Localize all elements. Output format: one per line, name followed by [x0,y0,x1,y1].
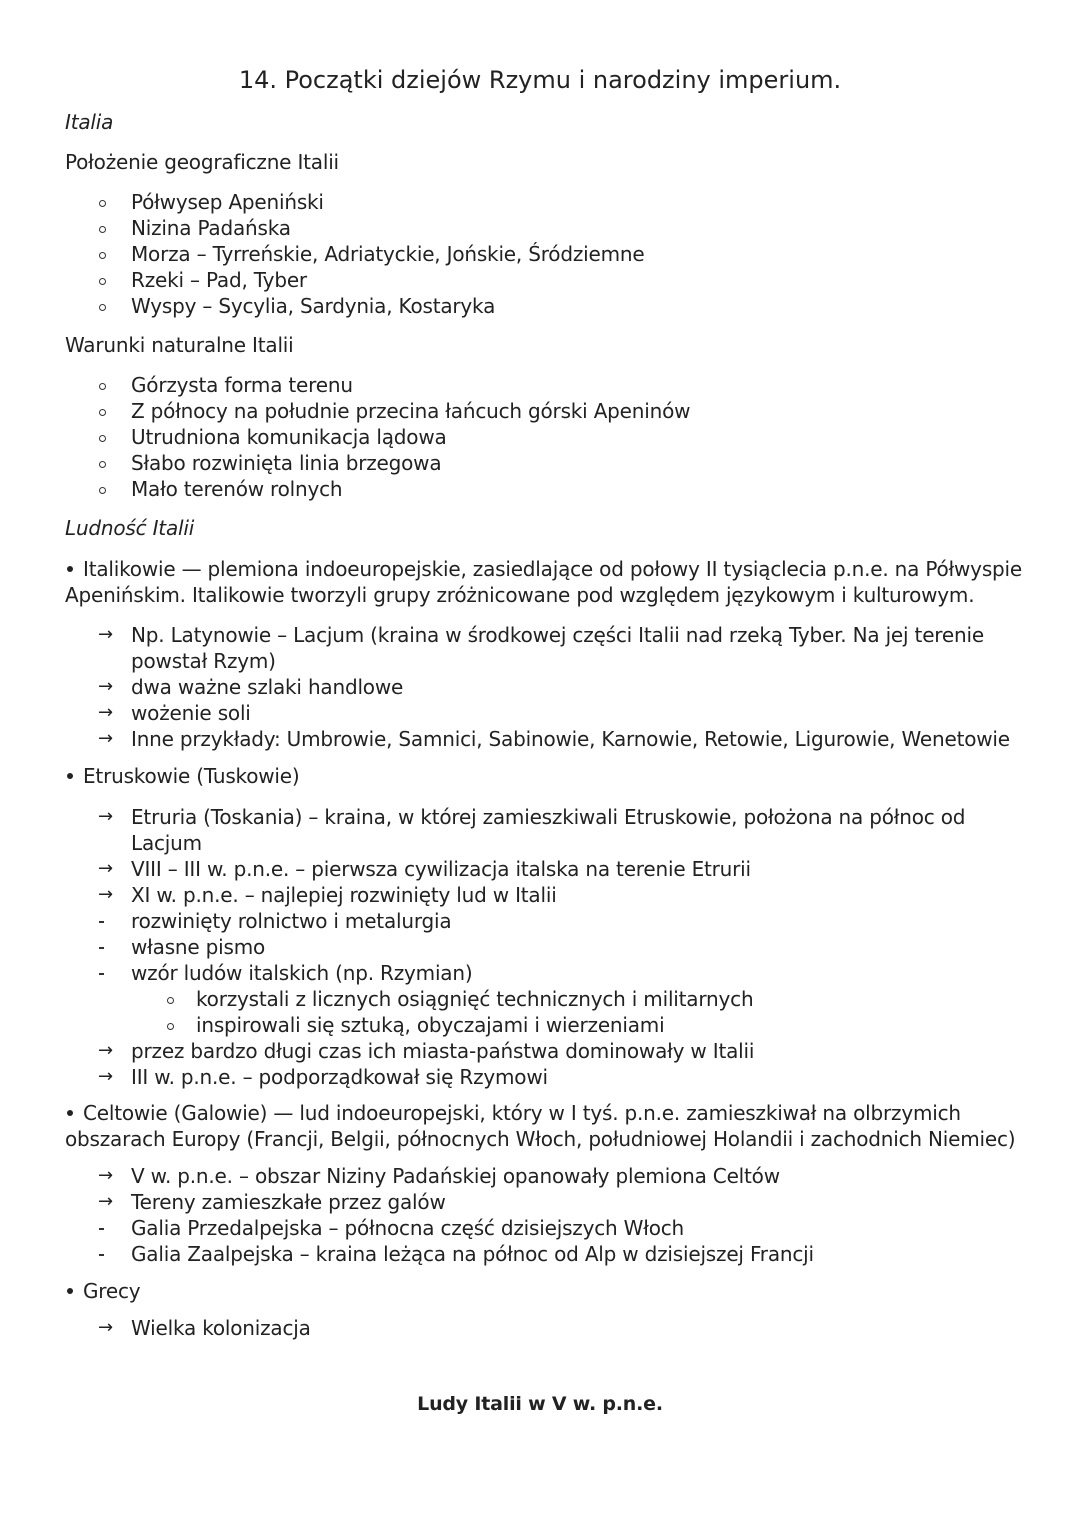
dash-bullet-icon [99,947,104,949]
etruskowie-heading: Etruskowie (Tuskowie) [83,764,300,788]
etruskowie-subitem: inspirowali się sztuką, obyczajami i wierzeniami [196,1013,665,1037]
arrow-right-icon: → [98,1191,113,1212]
nat-heading: Warunki naturalne Italii [65,333,294,357]
etruskowie-item: VIII – III w. p.n.e. – pierwsza cywilizacja italska na terenie Etrurii [131,857,751,881]
arrow-right-icon: → [98,676,113,697]
geo-heading: Położenie geograficzne Italii [65,150,339,174]
etruskowie-item: przez bardzo długi czas ich miasta-państwa dominowały w Italii [131,1039,755,1063]
circle-bullet-icon [167,997,174,1004]
bullet-dot-icon [67,566,73,572]
bullet-dot-icon [67,773,73,779]
circle-bullet-icon [99,487,106,494]
dash-bullet-icon [99,1228,104,1230]
celtowie-item: Galia Przedalpejska – północna część dzisiejszych Włoch [131,1216,685,1240]
italikowie-item: powstał Rzym) [131,649,276,673]
geo-item: Nizina Padańska [131,216,291,240]
arrow-right-icon: → [98,1317,113,1338]
circle-bullet-icon [99,226,106,233]
italikowie-text-line1: Italikowie — plemiona indoeuropejskie, zasiedlające od połowy II tysiąclecia p.n.e. na Półwyspie [83,557,1022,581]
nat-item: Słabo rozwinięta linia brzegowa [131,451,442,475]
circle-bullet-icon [99,435,106,442]
arrow-right-icon: → [98,884,113,905]
arrow-right-icon: → [98,728,113,749]
etruskowie-item: Lacjum [131,831,202,855]
celtowie-text-line2: obszarach Europy (Francji, Belgii, północnych Włoch, południowej Holandii i zachodnich Niemiec) [65,1127,1016,1151]
geo-item: Półwysep Apeniński [131,190,324,214]
circle-bullet-icon [99,409,106,416]
nat-item: Mało terenów rolnych [131,477,343,501]
celtowie-item: V w. p.n.e. – obszar Niziny Padańskiej opanowały plemiona Celtów [131,1164,780,1188]
etruskowie-subitem: korzystali z licznych osiągnięć technicznych i militarnych [196,987,754,1011]
italikowie-item: dwa ważne szlaki handlowe [131,675,404,699]
circle-bullet-icon [167,1023,174,1030]
figure-caption: Ludy Italii w V w. p.n.e. [417,1393,663,1415]
grecy-item: Wielka kolonizacja [131,1316,311,1340]
etruskowie-item: XI w. p.n.e. – najlepiej rozwinięty lud w Italii [131,883,557,907]
bullet-dot-icon [67,1288,73,1294]
arrow-right-icon: → [98,1066,113,1087]
bullet-dot-icon [67,1110,73,1116]
nat-item: Górzysta forma terenu [131,373,353,397]
circle-bullet-icon [99,200,106,207]
dash-bullet-icon [99,921,104,923]
etruskowie-item: rozwinięty rolnictwo i metalurgia [131,909,452,933]
page-title: 14. Początki dziejów Rzymu i narodziny imperium. [238,66,842,94]
circle-bullet-icon [99,304,106,311]
etruskowie-item: III w. p.n.e. – podporządkował się Rzymowi [131,1065,548,1089]
celtowie-text-line1: Celtowie (Galowie) — lud indoeuropejski, który w I tyś. p.n.e. zamieszkiwał na olbrzymich [83,1101,961,1125]
italikowie-item: wożenie soli [131,701,251,725]
grecy-heading: Grecy [83,1279,141,1303]
geo-item: Rzeki – Pad, Tyber [131,268,307,292]
section-heading-ludnosc: Ludność Italii [65,516,195,540]
circle-bullet-icon [99,383,106,390]
italikowie-text-line2: Apenińskim. Italikowie tworzyli grupy zróżnicowane pod względem językowym i kulturowym. [65,583,975,607]
arrow-right-icon: → [98,1040,113,1061]
dash-bullet-icon [99,973,104,975]
arrow-right-icon: → [98,1165,113,1186]
etruskowie-item: wzór ludów italskich (np. Rzymian) [131,961,473,985]
italikowie-item: Inne przykłady: Umbrowie, Samnici, Sabinowie, Karnowie, Retowie, Ligurowie, Wenetowie [131,727,1010,751]
arrow-right-icon: → [98,702,113,723]
geo-item: Wyspy – Sycylia, Sardynia, Kostaryka [131,294,496,318]
circle-bullet-icon [99,461,106,468]
dash-bullet-icon [99,1254,104,1256]
etruskowie-item: własne pismo [131,935,266,959]
geo-item: Morza – Tyrreńskie, Adriatyckie, Jońskie, Śródziemne [131,242,645,266]
section-heading-italia: Italia [65,110,114,134]
celtowie-item: Tereny zamieszkałe przez galów [131,1190,446,1214]
circle-bullet-icon [99,252,106,259]
arrow-right-icon: → [98,624,113,645]
celtowie-item: Galia Zaalpejska – kraina leżąca na północ od Alp w dzisiejszej Francji [131,1242,814,1266]
nat-item: Utrudniona komunikacja lądowa [131,425,447,449]
italikowie-item: Np. Latynowie – Lacjum (kraina w środkowej części Italii nad rzeką Tyber. Na jej terenie [131,623,984,647]
etruskowie-item: Etruria (Toskania) – kraina, w której zamieszkiwali Etruskowie, położona na północ od [131,805,966,829]
arrow-right-icon: → [98,806,113,827]
circle-bullet-icon [99,278,106,285]
arrow-right-icon: → [98,858,113,879]
nat-item: Z północy na południe przecina łańcuch górski Apeninów [131,399,691,423]
